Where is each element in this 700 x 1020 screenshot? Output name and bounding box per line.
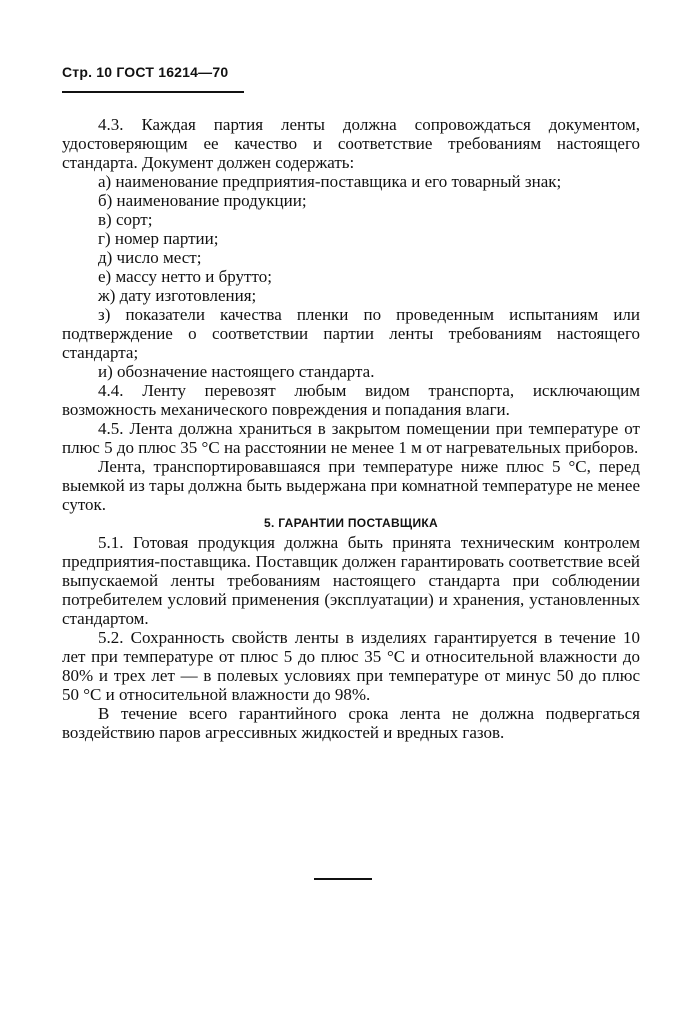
list-item-b: б) наименование продукции; xyxy=(98,191,307,210)
paragraph-5-2: 5.2. Сохранность свойств ленты в изделиях гарантируется в течение 10 лет при температуре от плюс 5 до плюс 35 °С и относительной влажности до 80% и трех лет — в полевых условиях при температуре от минус 50 до плюс 50 °С и относительной влажности до 98%. xyxy=(62,628,640,704)
paragraph-4-4: 4.4. Ленту перевозят любым видом транспорта, исключающим возможность механического повреждения и попадания влаги. xyxy=(62,381,640,419)
paragraph-4-5: 4.5. Лента должна храниться в закрытом помещении при температуре от плюс 5 до плюс 35 °С на расстоянии не менее 1 м от нагревательных приборов. xyxy=(62,419,640,457)
list-item-a: а) наименование предприятия-поставщика и его товарный знак; xyxy=(98,172,562,191)
paragraph-4-3: 4.3. Каждая партия ленты должна сопровождаться документом, удостоверяющим ее качество и соответствие требованиям настоящего стандарта. Документ должен содержать: xyxy=(62,115,640,172)
list-item-i: и) обозначение настоящего стандарта. xyxy=(98,362,375,381)
paragraph-5-1: 5.1. Готовая продукция должна быть принята техническим контролем предприятия-поставщика. Поставщик должен гарантировать соответствие всей выпускаемой ленты требованиям настоящего стандарта при соблюдении потребителем условий применения (эксплуатации) и хранения, установленных стандартом. xyxy=(62,533,640,628)
list-item-e: е) массу нетто и брутто; xyxy=(98,267,272,286)
document-body xyxy=(62,115,640,742)
header-rule xyxy=(62,91,244,93)
list-item-v: в) сорт; xyxy=(98,210,153,229)
paragraph-5-2-cont: В течение всего гарантийного срока лента не должна подвергаться воздействию паров агрессивных жидкостей и вредных газов. xyxy=(62,704,640,742)
section-title: 5. ГАРАНТИИ ПОСТАВЩИКА xyxy=(264,516,438,530)
list-item-d: д) число мест; xyxy=(98,248,202,267)
paragraph-4-5-cont: Лента, транспортировавшаяся при температуре ниже плюс 5 °С, перед выемкой из тары должна быть выдержана при комнатной температуре не менее суток. xyxy=(62,457,640,514)
list-item-g: г) номер партии; xyxy=(98,229,219,248)
page-header: Стр. 10 ГОСТ 16214—70 xyxy=(62,64,229,80)
list-item-zh: ж) дату изготовления; xyxy=(98,286,257,305)
end-rule xyxy=(314,878,372,880)
list-item-z: з) показатели качества пленки по проведенным испытаниям или подтверждение о соответствии партии ленты требованиям настоящего стандарта; xyxy=(62,305,640,362)
